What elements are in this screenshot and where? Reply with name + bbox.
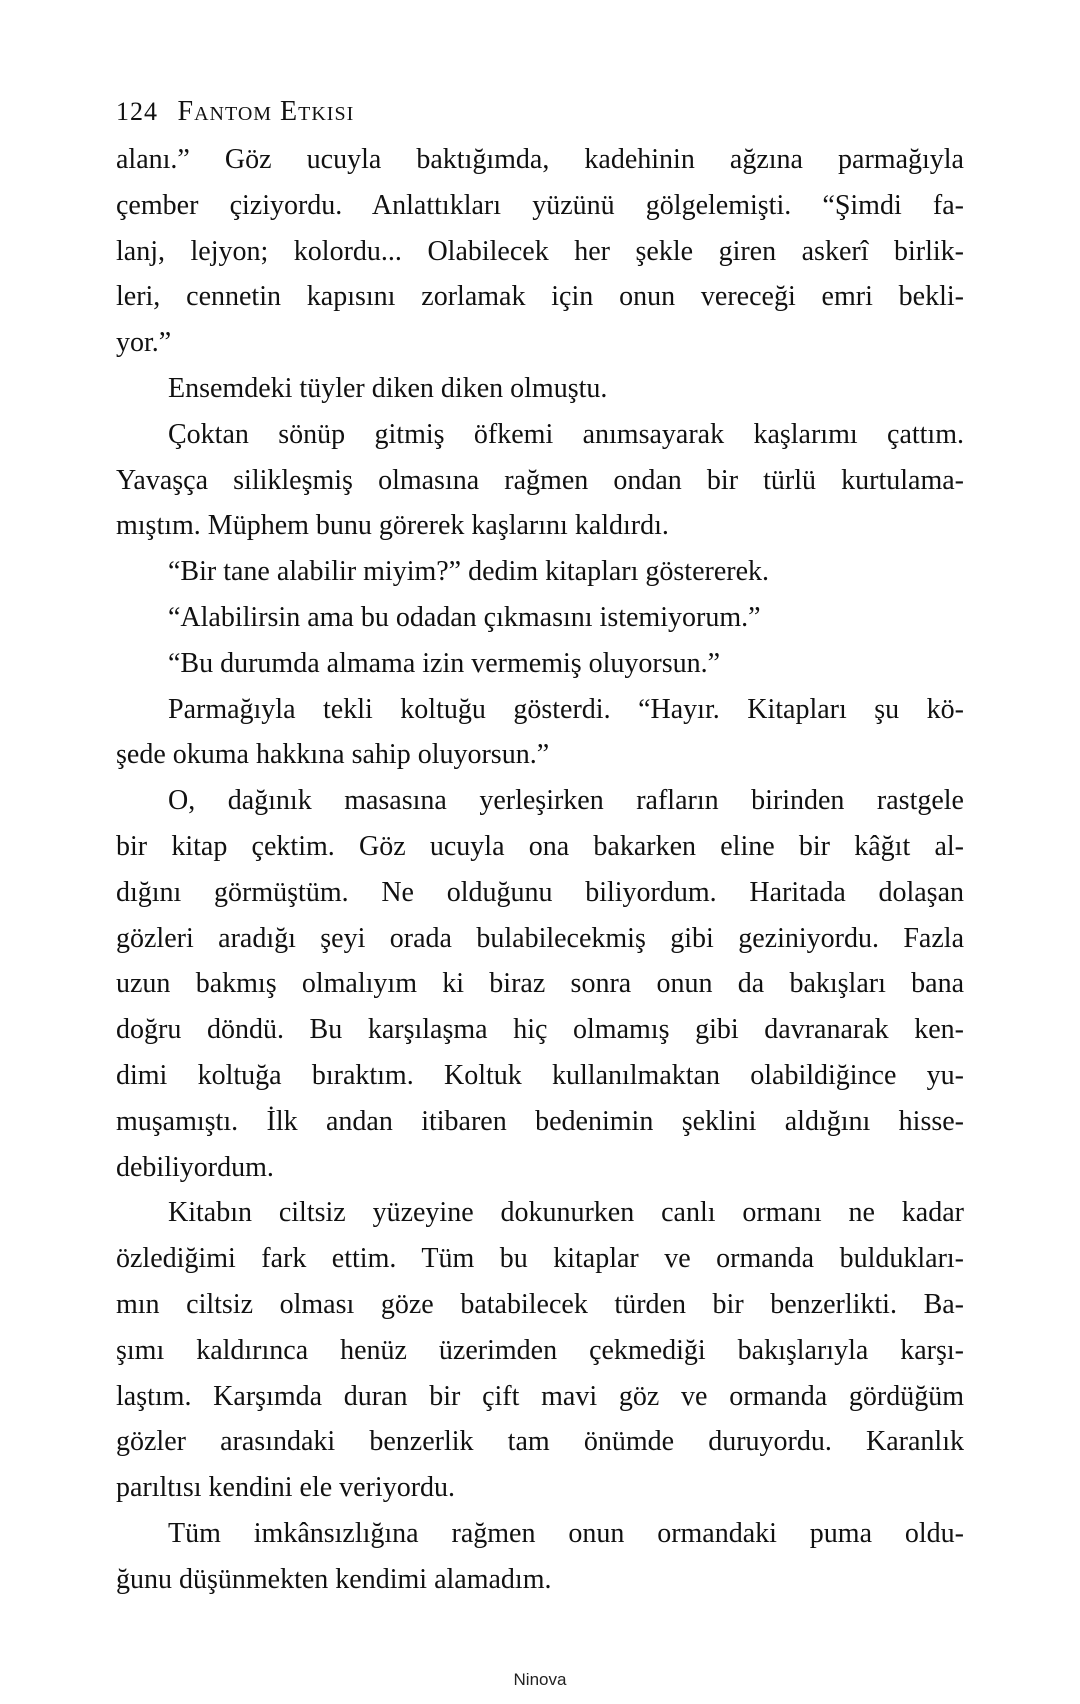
footer-watermark: Ninova <box>513 1670 567 1689</box>
text-line: “Alabilirsin ama bu odadan çıkmasını istemiyorum.” <box>168 601 761 633</box>
text-line: dığını görmüştüm. Ne olduğunu biliyordum. Haritada dolaşan <box>116 876 964 908</box>
text-line: Tüm imkânsızlığına rağmen onun ormandaki puma oldu- <box>168 1517 964 1549</box>
text-line: gözler arasındaki benzerlik tam önümde duruyordu. Karanlık <box>116 1426 964 1458</box>
text-line: muşamıştı. İlk andan itibaren bedenimin şeklini aldığını hisse- <box>116 1105 964 1137</box>
page-body-text <box>116 142 964 1608</box>
text-line: alanı.” Göz ucuyla baktığımda, kadehinin ağzına parmağıyla <box>116 144 964 175</box>
text-line: Yavaşça silikleşmiş olmasına rağmen ondan bir türlü kurtulama- <box>116 464 964 496</box>
text-line: Kitabın ciltsiz yüzeyine dokunurken canlı ormanı ne kadar <box>168 1197 964 1229</box>
text-line: Ensemdeki tüyler diken diken olmuştu. <box>168 372 608 404</box>
text-line: “Bir tane alabilir miyim?” dedim kitapları göstererek. <box>168 556 770 588</box>
text-line: Çoktan sönüp gitmiş öfkemi anımsayarak kaşlarımı çattım. <box>168 418 964 450</box>
text-line: mın ciltsiz olması göze batabilecek türden bir benzerlikti. Ba- <box>116 1288 964 1320</box>
text-line: bir kitap çektim. Göz ucuyla ona bakarken eline bir kâğıt al- <box>116 830 964 862</box>
text-line: uzun bakmış olmalıyım ki biraz sonra onun da bakışları bana <box>116 968 964 1000</box>
text-line: ğunu düşünmekten kendimi alamadım. <box>116 1563 552 1595</box>
text-line: gözleri aradığı şeyi orada bulabilecekmiş gibi geziniyordu. Fazla <box>116 922 964 954</box>
text-line: doğru döndü. Bu karşılaşma hiç olmamış gibi davranarak ken- <box>116 1014 964 1046</box>
text-line: şede okuma hakkına sahip oluyorsun.” <box>116 739 550 771</box>
text-line: parıltısı kendini ele veriyordu. <box>116 1472 456 1504</box>
text-line: Parmağıyla tekli koltuğu gösterdi. “Hayır. Kitapları şu kö- <box>168 693 964 725</box>
running-header <box>116 96 354 128</box>
text-line: yor.” <box>116 327 172 359</box>
text-line: leri, cennetin kapısını zorlamak için onun vereceği emri bekli- <box>116 281 964 313</box>
text-line: laştım. Karşımda duran bir çift mavi göz ve ormanda gördüğüm <box>116 1380 964 1412</box>
text-line: mıştım. Müphem bunu görerek kaşlarını kaldırdı. <box>116 510 669 542</box>
text-line: lanj, lejyon; kolordu... Olabilecek her şekle giren askerî birlik- <box>116 235 964 267</box>
text-line: “Bu durumda almama izin vermemiş oluyorsun.” <box>168 647 721 679</box>
text-line: O, dağınık masasına yerleşirken rafların birinden rastgele <box>168 785 964 817</box>
text-line: şımı kaldırınca henüz üzerimden çekmediği bakışlarıyla karşı- <box>116 1334 964 1366</box>
text-line: debiliyordum. <box>116 1151 274 1183</box>
text-line: çember çiziyordu. Anlattıkları yüzünü gölgelemişti. “Şimdi fa- <box>116 189 964 221</box>
text-line: özlediğimi fark ettim. Tüm bu kitaplar ve ormanda buldukları- <box>116 1243 964 1275</box>
page-number: 124 <box>116 97 158 126</box>
book-title: Fantom Etkisi <box>177 96 355 127</box>
text-line: dimi koltuğa bıraktım. Koltuk kullanılmaktan olabildiğince yu- <box>116 1059 964 1091</box>
